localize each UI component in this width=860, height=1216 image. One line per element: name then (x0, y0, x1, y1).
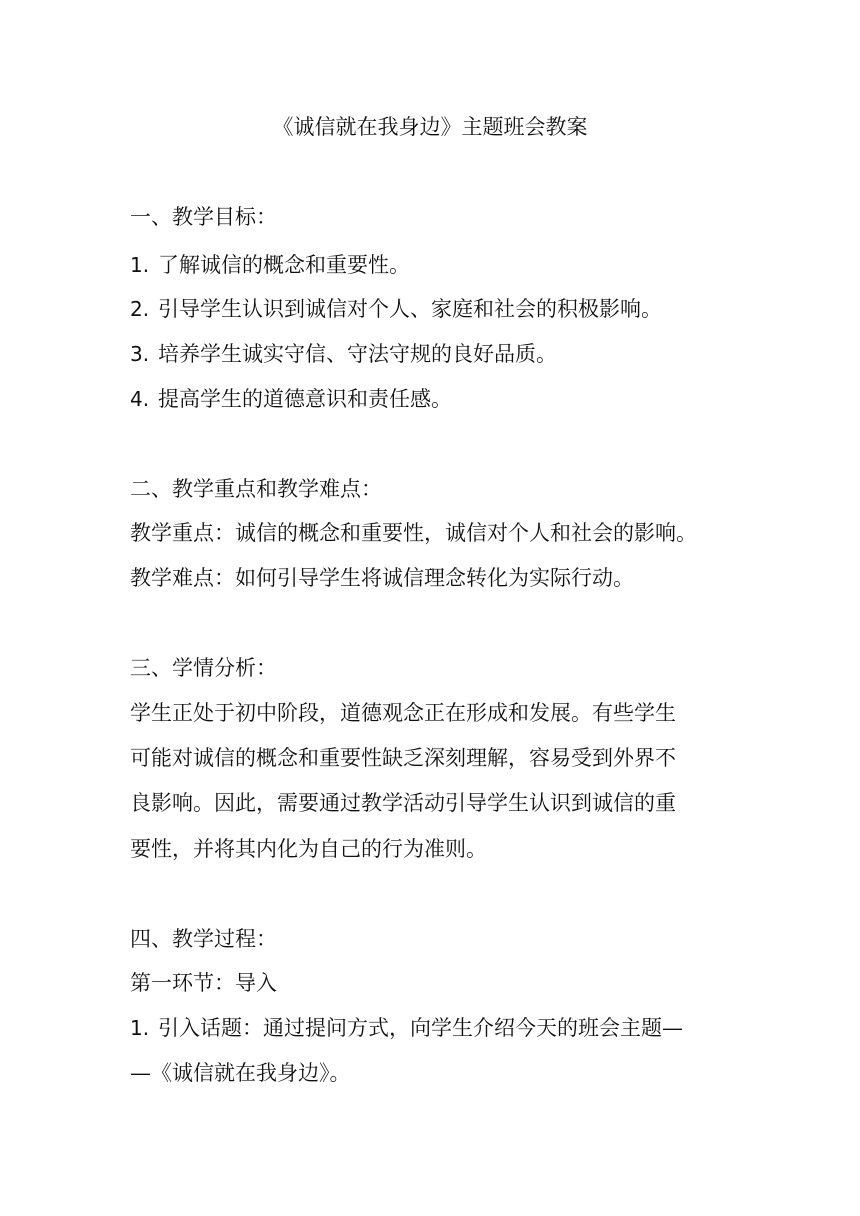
sub-heading-intro: 第一环节：导入 (130, 971, 277, 995)
list-item-number: 4. (130, 387, 150, 411)
paragraph-line: 良影响。因此，需要通过教学活动引导学生认识到诚信的重 (130, 791, 676, 815)
list-item (130, 250, 740, 280)
section-heading-analysis: 三、学情分析： (130, 656, 277, 680)
list-item (130, 1013, 740, 1043)
list-item-text: 引入话题：通过提问方式，向学生介绍今天的班会主题— (158, 1016, 683, 1040)
list-item (130, 384, 740, 414)
paragraph-line: 学生正处于初中阶段，道德观念正在形成和发展。有些学生 (130, 701, 676, 725)
list-item-number: 1. (130, 253, 150, 277)
paragraph-line: 要性，并将其内化为自己的行为准则。 (130, 837, 487, 861)
list-item-continuation: —《诚信就在我身边》。 (130, 1061, 351, 1085)
section-heading-key-points: 二、教学重点和教学难点： (130, 477, 382, 501)
key-point-text: 教学重点：诚信的概念和重要性，诚信对个人和社会的影响。 (130, 521, 697, 545)
document-title: 《诚信就在我身边》主题班会教案 (272, 115, 588, 139)
list-item-number: 1. (130, 1016, 150, 1040)
list-item-text: 提高学生的道德意识和责任感。 (158, 387, 452, 411)
list-item (130, 294, 740, 324)
list-item-text: 培养学生诚实守信、守法守规的良好品质。 (158, 342, 557, 366)
list-item-text: 了解诚信的概念和重要性。 (158, 253, 410, 277)
list-item-text: 引导学生认识到诚信对个人、家庭和社会的积极影响。 (158, 297, 662, 321)
list-item-number: 3. (130, 342, 150, 366)
section-heading-process: 四、教学过程： (130, 927, 277, 951)
section-heading-objectives: 一、教学目标： (130, 205, 277, 229)
list-item (130, 339, 740, 369)
list-item-number: 2. (130, 297, 150, 321)
difficulty-text: 教学难点：如何引导学生将诚信理念转化为实际行动。 (130, 566, 634, 590)
paragraph-line: 可能对诚信的概念和重要性缺乏深刻理解，容易受到外界不 (130, 746, 676, 770)
